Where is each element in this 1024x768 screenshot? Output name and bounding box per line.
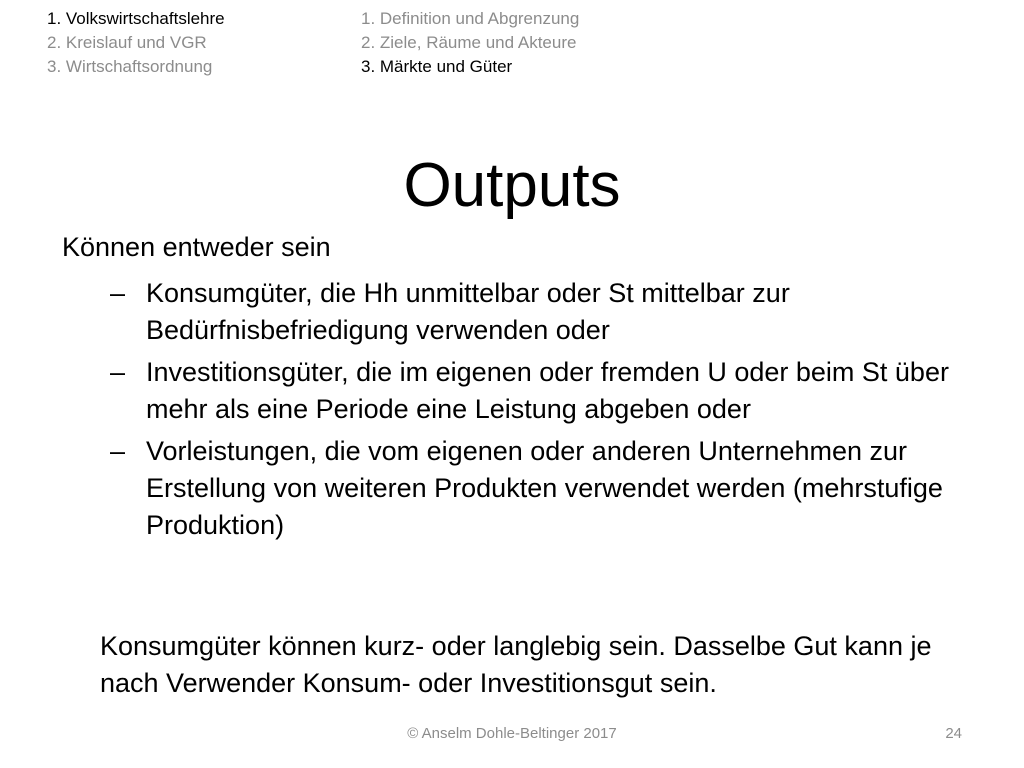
section-nav-item-2[interactable]: 2. Ziele, Räume und Akteure <box>361 33 577 52</box>
section-nav-item-1[interactable]: 1. Definition und Abgrenzung <box>361 9 580 28</box>
bullet-text: Konsumgüter, die Hh unmittelbar oder St mittelbar zur Bedürfnisbefriedigung verwenden oder <box>146 278 790 345</box>
bullet-dash: – <box>110 278 126 308</box>
slide-intro: Können entweder sein <box>62 232 331 262</box>
chapter-nav-item-2[interactable]: 2. Kreislauf und VGR <box>47 33 207 52</box>
bullet-item <box>110 275 990 349</box>
bullet-dash: – <box>110 357 126 387</box>
footer-copyright: © Anselm Dohle-Beltinger 2017 <box>407 725 617 742</box>
section-nav-item-3[interactable]: 3. Märkte und Güter <box>361 57 513 76</box>
bullet-dash: – <box>110 436 126 466</box>
page-number: 24 <box>945 725 962 742</box>
chapter-nav-item-1[interactable]: 1. Volkswirtschaftslehre <box>47 9 225 28</box>
bullet-text: Investitionsgüter, die im eigenen oder fremden U oder beim St über mehr als eine Periode eine Leistung abgeben oder <box>146 357 949 424</box>
slide-note: Konsumgüter können kurz- oder langlebig sein. Dasselbe Gut kann je nach Verwender Konsum- oder Investitionsgut sein. <box>100 631 932 698</box>
bullet-text: Vorleistungen, die vom eigenen oder anderen Unternehmen zur Erstellung von weiteren Produkten verwendet werden (mehrstufige Produktion) <box>146 436 943 540</box>
chapter-nav-item-3[interactable]: 3. Wirtschaftsordnung <box>47 57 213 76</box>
slide-title: Outputs <box>403 151 621 220</box>
section-nav <box>361 7 579 79</box>
bullet-list <box>110 275 990 549</box>
chapter-nav <box>47 7 225 79</box>
bullet-item <box>110 354 990 428</box>
bullet-item <box>110 433 990 544</box>
